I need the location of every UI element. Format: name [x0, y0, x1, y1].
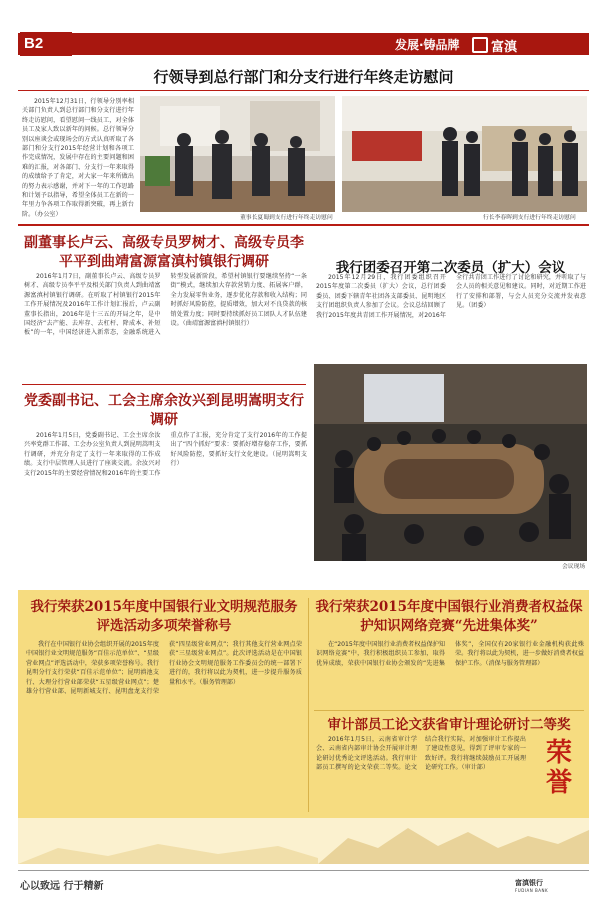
article5-source: （服务管理部） [199, 678, 240, 686]
article1-caption-left: 董事长夏蜀到支行进行年终走访慰问 [240, 215, 333, 221]
article4-headline: 我行团委召开第二次委员（扩大）会议 [335, 260, 566, 276]
article1-headline: 行领导到总行部门和分支行进行年终走访慰问 [153, 68, 454, 86]
article1-caption-right: 行长李春晖到支行进行年终走访慰问 [483, 215, 576, 221]
footer-logo [515, 878, 548, 893]
article6-source: （消保与服务管理部） [485, 659, 544, 667]
footer-slogan: 心以致远 行于精新 [20, 881, 104, 892]
header-slogan: 发展·铸品牌 [395, 38, 460, 52]
photo-chairman-visit [140, 96, 335, 212]
article7-headline: 审计部员工论文获省审计理论研讨二等奖 [327, 717, 571, 733]
article2-text: 2016年1月7日，副董事长卢云、高级专员罗树才、高级专员李平平及相关部门负责人到曲靖富源富滇村镇银行调研。在听取了村镇银行2015年工作开展情况及2016年工作计划汇报后，卢云副董事长指出，2016年是十三五的开局之年，是中国经济“去产能、去库存、去杠杆、降成本、补短板”的一年，中国经济进入新常态，金融系统进入转型发展新阶段，希望村镇银行要继续坚持“一条街”模式，继续加大存款营销力度、拓展客户群，全力发展零售业务，逐步优化存款和收入结构；同时抓好风险防控，提质增效，加大对不良贷款的核销处置力度；同时要持续抓好员工团队人才队伍建设。 [24, 273, 307, 337]
article4-caption: 会议现场 [562, 564, 586, 570]
article2-headline: 副董事长卢云、高级专员罗树才、高级专员李平平到曲靖富源富滇村镇银行调研 [24, 235, 304, 270]
divider [308, 598, 309, 812]
divider [18, 90, 589, 91]
article3-source: （昆明嵩明支行） [170, 450, 307, 468]
article1-text: 2015年12月31日，行领导分别率相关部门负责人到总行部门和分支行进行年终走访慰问，看望慰问一线员工，对全体员工及家人致以新年的问候。总行领导分别以座谈会或现场会的方式认真听取了各部门和分支行2015年经营计划和各项工作完成情况，发展中存在的主要问题和困难的汇报，对各部门、分支行一年来取得的成绩给予了肯定，对大家一年来所做出的努力表示感谢，并对下一年的工作思路和计划予以指导，希望全体员工在新的一年里力争各项工作取得新突破，再上新台阶。 [22, 98, 134, 218]
article7-text: 2016年1月5日，云南省审计学会、云南省内部审计协会开展审计理论研讨优秀论文评选活动。我行审计部员工撰写的论文荣获二等奖。论文结合我行实际，对加强审计工作提出了建设性意见，得到了评审专家的一致好评。我行将继续鼓励员工开展理论研究工作。 [316, 736, 526, 772]
article5-text: 我行在中国银行业协会组织开展的2015年度中国银行业文明规范服务“百佳示范单位”、“星级营业网点”评选活动中，荣获多项荣誉称号。我行昆明分行支行荣获“百佳示范单位”；昆明滇池支行、大理分行营业部荣获“五星级营业网点”；楚雄分行营业部、昆明新城支行、昆明盘龙支行荣获“四星级营业网点”；我行其他支行营业网点荣获“三星级营业网点”。此次评选活动是在中国银行业协会文明规范服务工作委员会的统一部署下进行的，我行将以此为契机，进一步提升服务质量和水平。 [26, 641, 302, 696]
article7-source: （审计部） [461, 764, 489, 772]
article1-body [22, 97, 134, 232]
article3-body [24, 431, 307, 576]
header-brand [472, 36, 517, 55]
brand-logo-icon [472, 37, 488, 53]
article3-headline: 党委副书记、工会主席余汝兴到昆明嵩明支行调研 [24, 393, 304, 428]
article6-headline: 我行荣获2015年度中国银行业消费者权益保护知识网络竞赛“先进集体奖” [315, 599, 583, 634]
article6-body [316, 640, 584, 704]
honor-decoration: 荣誉 [545, 738, 572, 798]
header-brand-text: 富滇 [491, 40, 518, 55]
footer-logo-text: 富滇银行 [515, 879, 543, 887]
article1-source: （办公室） [34, 210, 62, 218]
article4-body [316, 273, 586, 361]
article7-body [316, 735, 526, 813]
decorative-banner [18, 818, 589, 864]
article3-text: 2016年1月5日，党委副书记、工会主席余汝兴率党群工作部、工会办公室负责人到昆明嵩明支行调研，并充分肯定了支行一年来取得的工作成绩。支行中层管理人员进行了座谈交流。余汝兴对支行2015年的主要经营情况和2016年的主要工作重点作了汇报，充分肯定了支行2016年的工作提出了“四个抓好”要求：要抓好增存稳存工作，要抓好风险防控，要抓好支行文化建设。 [24, 432, 307, 477]
article5-headline: 我行荣获2015年度中国银行业文明规范服务评选活动多项荣誉称号 [30, 599, 298, 634]
photo-meeting [314, 364, 587, 561]
article5-body [26, 640, 302, 810]
footer-logo-en: FUDIAN BANK [515, 888, 549, 893]
article4-source: （团委） [468, 302, 490, 310]
footer-divider [18, 870, 589, 871]
page-number: B2 [20, 32, 72, 56]
article6-text: 在“2015年度中国银行业消费者权益保护知识网络竞赛”中，我行积极组织员工参加，取得优异成绩，荣获中国银行业协会颁发的“先进集体奖”，全国仅有20家银行业金融机构获此殊荣。我行将以此为契机，进一步做好消费者权益保护工作。 [316, 641, 584, 667]
divider [18, 224, 589, 226]
photo-president-visit [342, 96, 587, 212]
divider [314, 710, 584, 711]
divider [22, 384, 306, 385]
article2-body [24, 272, 307, 382]
article4-text: 2015年12月29日，我行团委组织召开2015年度第二次委员（扩大）会议，总行团委委员、团委下辖青年社团各支部委员、昆明地区支行团组织负责人参加了会议。会议总结回顾了我行2015年度共青团工作开展情况，对2016年全行共青团工作进行了讨论和研究，并听取了与会人员的相关意见和建议。同时，对近期工作进行了安排和部署，与会人员充分交流并发表意见。 [316, 274, 586, 319]
article2-source: （曲靖富源富滇村镇银行） [182, 320, 253, 328]
